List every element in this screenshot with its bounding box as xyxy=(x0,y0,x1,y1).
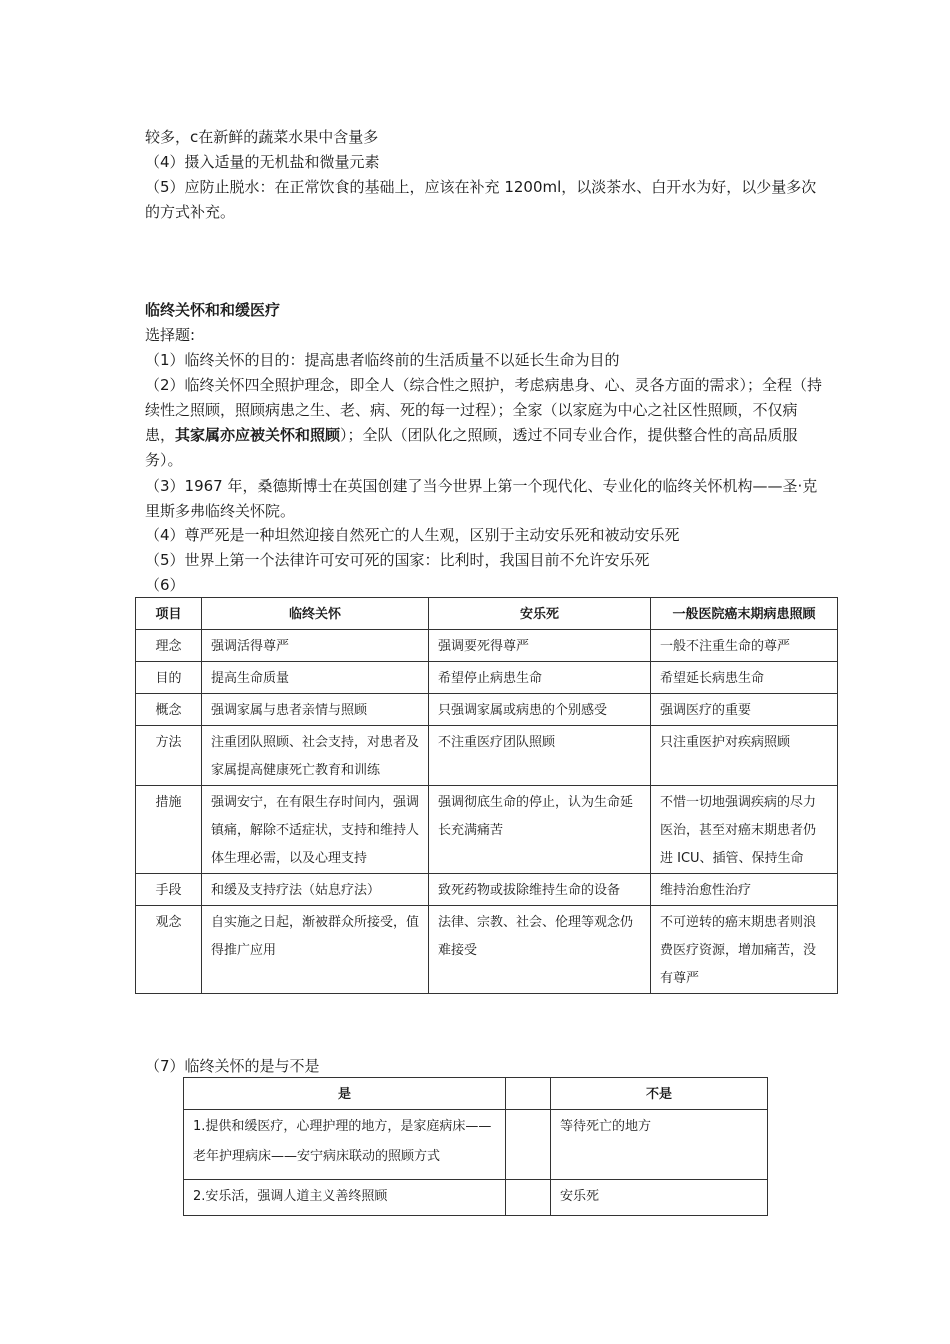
table-cell: 希望延长病患生命 xyxy=(651,662,838,694)
row-label: 理念 xyxy=(136,630,202,662)
table-cell: 强调彻底生命的停止，认为生命延长充满痛苦 xyxy=(429,786,651,874)
table-row xyxy=(184,1110,768,1180)
table-cell: 只强调家属或病患的个别感受 xyxy=(429,694,651,726)
table-cell: 自实施之日起，渐被群众所接受，值得推广应用 xyxy=(202,906,429,994)
item-1: （1）临终关怀的目的：提高患者临终前的生活质量不以延长生命为目的 xyxy=(145,351,620,369)
table-cell xyxy=(506,1110,551,1180)
table-cell: 强调要死得尊严 xyxy=(429,630,651,662)
table-row xyxy=(136,694,838,726)
section-subtitle: 选择题: xyxy=(145,326,196,344)
table-cell: 强调家属与患者亲情与照顾 xyxy=(202,694,429,726)
table-header-row xyxy=(184,1078,768,1110)
table-cell: 强调安宁，在有限生存时间内，强调镇痛，解除不适症状，支持和维持人体生理必需，以及心理支持 xyxy=(202,786,429,874)
table-cell: 等待死亡的地方 xyxy=(551,1110,768,1180)
item-2-bold: 其家属亦应被关怀和照顾 xyxy=(175,426,341,444)
row-label: 目的 xyxy=(136,662,202,694)
paragraph-minerals: （4）摄入适量的无机盐和微量元素 xyxy=(145,153,380,171)
table-cell: 法律、宗教、社会、伦理等观念仍难接受 xyxy=(429,906,651,994)
table-cell: 希望停止病患生命 xyxy=(429,662,651,694)
table-cell: 2.安乐活，强调人道主义善终照顾 xyxy=(184,1180,506,1216)
table-cell: 安乐死 xyxy=(551,1180,768,1216)
section-title: 临终关怀和和缓医疗 xyxy=(145,301,281,319)
row-label: 观念 xyxy=(136,906,202,994)
table-header-cell: 项目 xyxy=(136,598,202,630)
table-cell: 一般不注重生命的尊严 xyxy=(651,630,838,662)
row-label: 手段 xyxy=(136,874,202,906)
table-row xyxy=(136,786,838,874)
table-row xyxy=(136,662,838,694)
item-6: （6） xyxy=(145,576,185,594)
row-label: 措施 xyxy=(136,786,202,874)
item-5: （5）世界上第一个法律许可安可死的国家：比利时，我国目前不允许安乐死 xyxy=(145,551,650,569)
paragraph-vitamin-c: 较多，c在新鲜的蔬菜水果中含量多 xyxy=(145,128,379,146)
table-cell: 维持治愈性治疗 xyxy=(651,874,838,906)
table-header-row xyxy=(136,598,838,630)
table-cell: 强调医疗的重要 xyxy=(651,694,838,726)
table-cell: 不惜一切地强调疾病的尽力医治，甚至对癌末期患者仍进 ICU、插管、保持生命 xyxy=(651,786,838,874)
item-4: （4）尊严死是一种坦然迎接自然死亡的人生观，区别于主动安乐死和被动安乐死 xyxy=(145,526,680,544)
table-cell: 不可逆转的癌末期患者则浪费医疗资源，增加痛苦，没有尊严 xyxy=(651,906,838,994)
item-7: （7）临终关怀的是与不是 xyxy=(145,1057,320,1075)
table-cell: 提高生命质量 xyxy=(202,662,429,694)
table-cell: 只注重医护对疾病照顾 xyxy=(651,726,838,786)
table-cell: 不注重医疗团队照顾 xyxy=(429,726,651,786)
table-row xyxy=(136,726,838,786)
row-label: 概念 xyxy=(136,694,202,726)
table-header-cell: 不是 xyxy=(551,1078,768,1110)
item-2 xyxy=(145,373,825,473)
table-header-cell: 是 xyxy=(184,1078,506,1110)
table-row xyxy=(136,906,838,994)
item-2-part-b: ）；全队（团队化之照顾，透过不同专业合作，提供整合性的高品质服务）。 xyxy=(145,426,798,469)
table-row xyxy=(184,1180,768,1216)
table-row xyxy=(136,874,838,906)
table-row xyxy=(136,630,838,662)
table-cell: 注重团队照顾、社会支持，对患者及家属提高健康死亡教育和训练 xyxy=(202,726,429,786)
paragraph-dehydration: （5）应防止脱水：在正常饮食的基础上，应该在补充 1200ml，以淡茶水、白开水为好，以少量多次的方式补充。 xyxy=(145,178,817,221)
table-cell: 和缓及支持疗法（姑息疗法） xyxy=(202,874,429,906)
table-header-cell: 一般医院癌末期病患照顾 xyxy=(651,598,838,630)
item-2-part-a: （2）临终关怀四全照护理念，即全人（综合性之照护，考虑病患身、心、灵各方面的需求）；全程（持续性之照顾，照顾病患之生、老、病、死的每一过程）；全家（以家庭为中心之社区性照顾，不仅病患， xyxy=(145,376,823,444)
table-header-cell: 安乐死 xyxy=(429,598,651,630)
table-header-cell xyxy=(506,1078,551,1110)
table-header-cell: 临终关怀 xyxy=(202,598,429,630)
comparison-table xyxy=(135,597,838,994)
row-label: 方法 xyxy=(136,726,202,786)
table-cell: 1.提供和缓医疗，心理护理的地方，是家庭病床——老年护理病床——安宁病床联动的照顾方式 xyxy=(184,1110,506,1180)
table-cell: 强调活得尊严 xyxy=(202,630,429,662)
table-cell: 致死药物或拔除维持生命的设备 xyxy=(429,874,651,906)
is-and-is-not-table xyxy=(183,1077,768,1216)
table-cell xyxy=(506,1180,551,1216)
item-3: （3）1967 年，桑德斯博士在英国创建了当今世界上第一个现代化、专业化的临终关怀机构——圣·克里斯多弗临终关怀院。 xyxy=(145,477,818,520)
